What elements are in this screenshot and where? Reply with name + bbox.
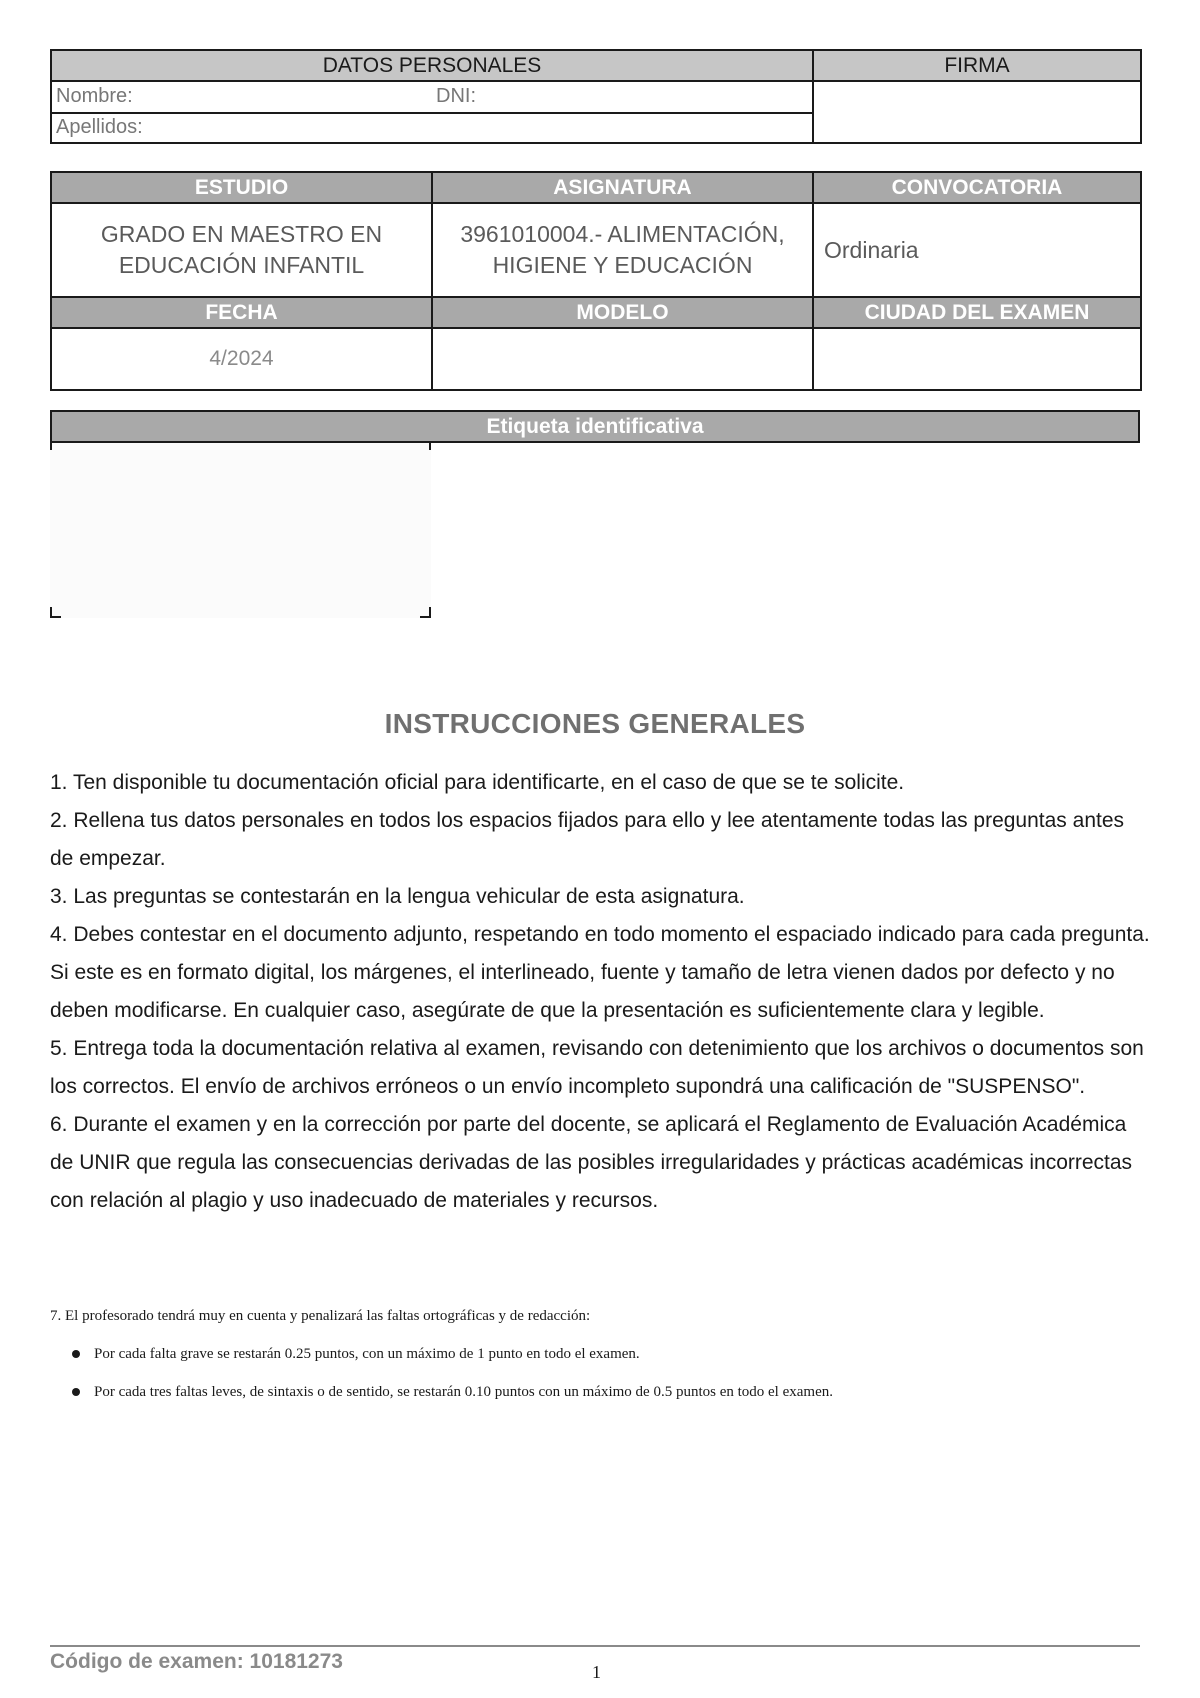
- personal-data-header: DATOS PERSONALES: [51, 50, 813, 81]
- subject-header: ASIGNATURA: [432, 172, 813, 203]
- surnames-label: Apellidos:: [56, 116, 143, 138]
- bullet-icon: [72, 1388, 80, 1396]
- instruction-item: 4. Debes contestar en el documento adjunto, respetando en todo momento el espaciado indicado para cada pregunta. Si este es en formato digital, los márgenes, el interlineado, fuente y tamaño de letra vienen dados por defecto y no deben modificarse. En cualquier caso, asegúrate de que la presentación es suficientemente clara y legible.: [50, 923, 1150, 1022]
- instruction-item: 5. Entrega toda la documentación relativa al examen, revisando con detenimiento que los archivos o documentos son los correctos. El envío de archivos erróneos o un envío incompleto supondrá una calificación de "SUSPENSO".: [50, 1037, 1144, 1098]
- corner-mark-top-right: [428, 443, 431, 450]
- name-dni-row[interactable]: [51, 81, 813, 113]
- date-value: 4/2024: [51, 328, 432, 390]
- corner-mark-top-left: [50, 443, 53, 450]
- study-header: ESTUDIO: [51, 172, 432, 203]
- footer-divider: [50, 1645, 1140, 1647]
- subject-value: [432, 203, 813, 297]
- call-header: CONVOCATORIA: [813, 172, 1141, 203]
- exam-code: Código de examen: 10181273: [50, 1650, 343, 1673]
- subject-line-1: 3961010004.- ALIMENTACIÓN,: [460, 221, 785, 247]
- city-field[interactable]: [813, 328, 1141, 390]
- date-header: FECHA: [51, 297, 432, 328]
- instruction-item: 6. Durante el examen y en la corrección por parte del docente, se aplicará el Reglamento de Evaluación Académica de UNIR que regula las consecuencias derivadas de las posibles irregularidades y prácticas académicas incorrectas con relación al plagio y uso inadecuado de materiales y recursos.: [50, 1113, 1133, 1212]
- id-label-header: Etiqueta identificativa: [50, 410, 1140, 443]
- instruction-item: 1. Ten disponible tu documentación oficial para identificarte, en el caso de que se te solicite.: [50, 771, 905, 794]
- instructions-title: INSTRUCCIONES GENERALES: [384, 708, 806, 739]
- study-line-2: EDUCACIÓN INFANTIL: [118, 252, 365, 278]
- penalty-bullet: Por cada tres faltas leves, de sintaxis o de sentido, se restarán 0.10 puntos con un máximo de 0.5 puntos en todo el examen.: [72, 1384, 833, 1401]
- corner-mark-bottom-left: [50, 607, 61, 618]
- instruction-item: 3. Las preguntas se contestarán en la lengua vehicular de esta asignatura.: [50, 885, 745, 908]
- city-header: CIUDAD DEL EXAMEN: [813, 297, 1141, 328]
- exam-info-table: [50, 171, 1142, 391]
- signature-field[interactable]: [813, 81, 1141, 143]
- personal-data-table: [50, 49, 1142, 144]
- study-line-1: GRADO EN MAESTRO EN: [100, 221, 383, 247]
- name-label: Nombre:: [56, 85, 133, 107]
- study-value: [51, 203, 432, 297]
- instruction-item: 2. Rellena tus datos personales en todos los espacios fijados para ello y lee atentamente todas las preguntas antes de empezar.: [50, 809, 1125, 870]
- model-header: MODELO: [432, 297, 813, 328]
- subject-line-2: HIGIENE Y EDUCACIÓN: [492, 252, 753, 278]
- page-number: 1: [592, 1662, 601, 1682]
- instruction-item-7: 7. El profesorado tendrá muy en cuenta y penalizará las faltas ortográficas y de redacción:: [50, 1308, 591, 1324]
- penalty-bullet: Por cada falta grave se restarán 0.25 puntos, con un máximo de 1 punto en todo el examen.: [72, 1346, 640, 1363]
- model-field[interactable]: [432, 328, 813, 390]
- corner-mark-bottom-right: [420, 607, 431, 618]
- signature-header: FIRMA: [813, 50, 1141, 81]
- id-label-area: [50, 443, 431, 618]
- bullet-icon: [72, 1350, 80, 1358]
- call-value: Ordinaria: [813, 203, 1141, 297]
- surnames-row[interactable]: [51, 113, 813, 143]
- instructions-list: [50, 764, 1150, 1220]
- dni-label: DNI:: [436, 85, 476, 107]
